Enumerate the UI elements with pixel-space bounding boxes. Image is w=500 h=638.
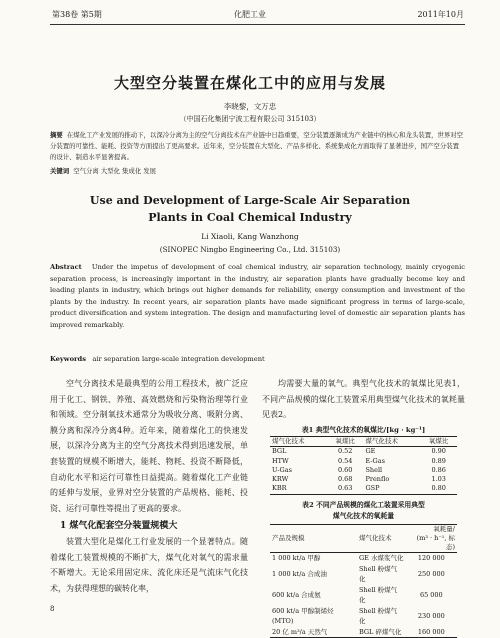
- table-cell: 0.89: [431, 456, 446, 465]
- table-cell: Shell 粉煤气化: [358, 606, 398, 625]
- section1-body: [50, 534, 248, 596]
- table1-header-row: [270, 437, 457, 447]
- table-cell: Shell 粉煤气化: [358, 585, 398, 604]
- table-cell: KBR: [270, 484, 327, 494]
- table1: [270, 436, 457, 495]
- journal-volume: 第38卷 第5期: [52, 10, 102, 19]
- table-cell: 0.80: [420, 484, 457, 494]
- table-cell: U-Gas: [272, 465, 292, 474]
- table-cell: 20 亿 m³/a 天然气: [270, 627, 357, 638]
- table-row: [270, 585, 457, 606]
- keywords-text-en: air separation large-scale integration development: [92, 355, 265, 363]
- table-cell: GSP: [363, 484, 420, 494]
- abstract-cn: [50, 130, 465, 163]
- table-row: [270, 447, 457, 457]
- table-cell: BGL 碎煤气化: [357, 627, 406, 638]
- intro-paragraph: 空气分离技术是最典型的公用工程技术，被广泛应用于化工、钢铁、养殖、高效燃烧和污染物治理等行业和领域。空分制氧技术通常分为吸收分离、吸附分离、膜分离和深冷分离4种。近年来，随着煤化工的快速发展，以深冷分离为主的空气分离技术得到迅速发展，单套装置的规模不断增大，能耗、物耗、投资不断降低，自动化水平和运行可靠性日益提高。随着煤化工产业链的延伸与发展，业界对空分装置的产品规格、能耗、投资、运行可靠性等提出了更高的要求。: [50, 379, 248, 513]
- table-cell: 0.86: [431, 465, 446, 474]
- table2-header: 产品及规模: [270, 525, 357, 553]
- table2-header-row: [270, 525, 457, 553]
- table-cell: BGL: [272, 447, 287, 456]
- table-cell: 120 000: [417, 554, 445, 562]
- table-cell: 0.60: [337, 465, 353, 474]
- table-row: [270, 606, 457, 627]
- page-number: 8: [50, 605, 55, 613]
- table2-header-unit: (m³ · h⁻¹, 标态): [416, 534, 455, 551]
- table-row: [270, 553, 457, 564]
- table-cell: 1 000 kt/a 合成油: [272, 569, 327, 578]
- table-cell: GE: [365, 447, 376, 456]
- affiliation-en: (SINOPEC Ningbo Engineering Co., Ltd. 315103): [159, 245, 341, 254]
- table2-caption-line2: 煤气化技术的氧耗量: [332, 512, 395, 520]
- section1-title: 1 煤气化配套空分装置规模大: [60, 521, 178, 531]
- keywords-label-en: Keywords: [50, 355, 86, 363]
- table-cell: Prenflo: [365, 475, 390, 484]
- table-row: [270, 466, 457, 475]
- table-cell: E-Gas: [365, 456, 385, 465]
- table-row: [270, 564, 457, 585]
- table-row: [270, 457, 457, 466]
- table1-header: 氧煤比: [327, 437, 364, 447]
- title-en-line1: Use and Development of Large-Scale Air Separation: [89, 194, 411, 207]
- table2-caption-line1: 表2 不同产品规模的煤化工装置采用典型: [302, 501, 425, 509]
- table-row: [270, 475, 457, 484]
- table1-header: 氧煤比: [420, 437, 457, 447]
- table-cell: 250 000: [417, 569, 445, 578]
- abstract-text-cn: 在煤化工产业发展的推动下，以深冷分离为主的空气分离技术在产业链中日趋重要，空分装置逐渐成为产业链中的核心和龙头装置，世界对空分装置的可靠性、能耗、投资等方面提出了更高要求。近年来，空分装置在大型化、产品多样化、系统集成化方面取得了显著进步，国产空分装置的设计、制造水平显著提高。: [50, 131, 464, 161]
- table-cell: GE 水煤浆气化: [358, 554, 404, 562]
- table-cell: 230 000: [417, 611, 445, 620]
- right-paragraph: 均需要大量的氧气。典型气化技术的氧煤比见表1，不同产品规模的煤化工装置采用典型煤气化技术的氧耗量见表2。: [262, 379, 465, 420]
- keywords-en: [50, 354, 465, 366]
- table2-header: 煤气化技术: [357, 525, 406, 553]
- keywords-cn: [50, 166, 465, 177]
- table-cell: HTW: [272, 456, 289, 465]
- table-row: [270, 484, 457, 494]
- affiliation-cn: （中国石化集团宁波工程有限公司 315103）: [179, 115, 321, 123]
- table-cell: KRW: [272, 475, 289, 484]
- abstract-text-en: Under the impetus of development of coal chemical industry, air separation technology, mainly cryogenic separation process, is increasingly important in the industry, air separation plants have gradually become key and leading plants in industry, which brings out higher demands for reliability, energy consumption and investment of the plants by the industry. In recent years, air separation plants have made significant progress in terms of large-scale, product diversification and system integration. The design and manufacturing level of domestic air separation plants has improved remarkably.: [50, 263, 465, 329]
- left-column: [50, 376, 248, 516]
- table-cell: Shell: [365, 465, 383, 474]
- keywords-label-cn: 关键词: [50, 167, 70, 175]
- journal-name: 化肥工业: [234, 10, 266, 19]
- abstract-label-en: Abstract: [50, 263, 82, 271]
- table1-header: 煤气化技术: [270, 437, 327, 447]
- right-column: [262, 376, 465, 423]
- authors-en: Li Xiaoli, Kang Wanzhong: [201, 232, 299, 241]
- table1-caption: 表1 典型气化技术的氧煤比/[kg · kg⁻¹]: [301, 426, 426, 434]
- abstract-en: [50, 262, 465, 332]
- abstract-label-cn: 摘要: [50, 131, 63, 139]
- table-cell: 1 000 kt/a 甲醇: [272, 554, 321, 562]
- table-cell: 600 kt/a 合成氨: [272, 590, 321, 599]
- table-cell: 160 000: [406, 627, 457, 638]
- issue-date: 2011年10月: [417, 10, 464, 19]
- section1-paragraph: 装置大型化是煤化工行业发展的一个显著特点。随着煤化工装置规模的不断扩大，煤气化对氧气的需求量不断增大。无论采用固定床、流化床还是气流床气化技术，为获得理想的碳转化率，: [50, 537, 248, 593]
- table-cell: 0.52: [337, 447, 353, 456]
- table1-header: 煤气化技术: [363, 437, 420, 447]
- table2: [270, 524, 457, 638]
- table-cell: 65 000: [419, 590, 443, 599]
- table-cell: 0.68: [337, 475, 353, 484]
- table-cell: 0.90: [431, 447, 446, 456]
- authors-cn: 李晓黎，文万忠: [223, 102, 277, 111]
- table-cell: Shell 粉煤气化: [358, 564, 398, 583]
- title-en-line2: Plants in Coal Chemical Industry: [148, 211, 352, 224]
- header-rule: [50, 24, 465, 25]
- table2-header-oxygen: [406, 525, 457, 553]
- keywords-text-cn: 空气分离 大型化 集成化 发展: [73, 167, 157, 175]
- table-cell: 0.54: [337, 456, 353, 465]
- table-cell: 600 kt/a 甲醇制烯烃(MTO): [272, 606, 334, 625]
- table-row: [270, 627, 457, 638]
- table-cell: 1.03: [431, 475, 446, 484]
- table2-header: 氧耗量/: [433, 525, 455, 533]
- title-cn: 大型空分装置在煤化工中的应用与发展: [113, 74, 386, 92]
- table-cell: 0.63: [327, 484, 364, 494]
